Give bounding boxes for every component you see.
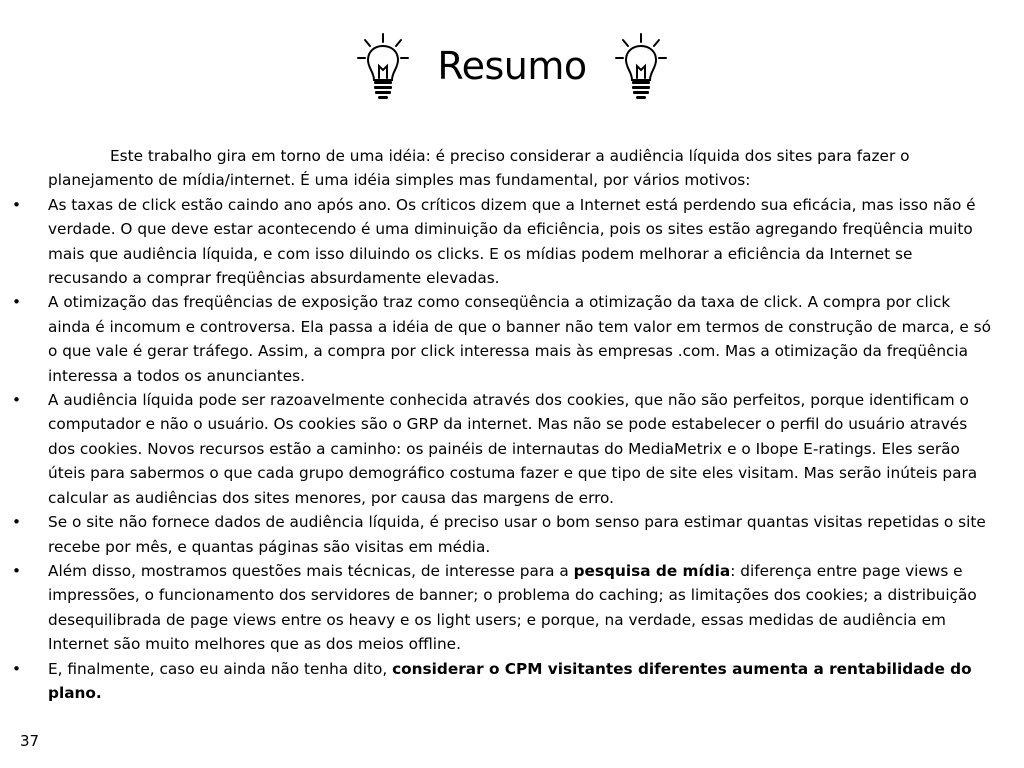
title-row (0, 30, 1024, 102)
list-item (12, 388, 994, 510)
slide-title: Resumo (437, 44, 587, 88)
list-item-text: A otimização das freqüências de exposição traz como conseqüência a otimização da taxa de click. A compra por click ainda é incomum e controversa. Ela passa a idéia de que o banner não tem valor em termos de construção de marca, e só o que vale é gerar tráfego. Assim, a compra por click interessa mais às empresas .com. Mas a otimização da freqüência interessa a todos os anunciantes. (48, 293, 991, 385)
list-item-text: Se o site não fornece dados de audiência líquida, é preciso usar o bom senso para estimar quantas visitas repetidas o site recebe por mês, e quantas páginas são visitas em média. (48, 513, 986, 556)
bold-term: pesquisa de mídia (573, 561, 731, 580)
bullet-marker: • (12, 195, 22, 214)
list-item-text: A audiência líquida pode ser razoavelmente conhecida através dos cookies, que não são perfeitos, porque identificam o computador e não o usuário. Os cookies são o GRP da internet. Mas não se pode estabelecer o perfil do usuário através dos cookies. Novos recursos estão a caminho: os painéis de internautas do MediaMetrix e o Ibope E-ratings. Eles serão úteis para sabermos o que cada grupo demográfico costuma fazer e que tipo de site eles visitam. Mas serão inúteis para calcular as audiências dos sites menores, por causa das margens de erro. (48, 391, 978, 507)
bullet-marker: • (12, 659, 22, 678)
bullet-marker: • (12, 293, 22, 312)
list-item (12, 290, 994, 388)
lightbulb-icon (613, 30, 669, 102)
list-item (12, 193, 994, 291)
list-item-text-after: : diferença entre page views e impressões, o funcionamento dos servidores de banner; o problema do caching; as limitações dos cookies; a distribuição desequilibrada de page views entre os heavy e os light users; e porque, na verdade, essas medidas de audiência em Internet são muito melhores que as dos meios offline. (48, 561, 977, 654)
bold-conclusion: considerar o CPM visitantes diferentes aumenta a rentabilidade do plano. (48, 659, 972, 702)
bullet-marker: • (12, 513, 22, 532)
list-item-text-before: Além disso, mostramos questões mais técnicas, de interesse para a (48, 561, 574, 580)
list-item-text-before: E, finalmente, caso eu ainda não tenha dito, (48, 659, 393, 678)
list-item-text: As taxas de click estão caindo ano após ano. Os críticos dizem que a Internet está perdendo sua eficácia, mas isso não é verdade. O que deve estar acontecendo é uma diminuição da eficiência, pois os sites estão agregando freqüência muito mais que audiência líquida, e com isso diluindo os clicks. E os mídias podem melhorar a eficiência da Internet se recusando a comprar freqüências absurdamente elevadas. (48, 195, 976, 288)
bullet-marker: • (12, 391, 22, 410)
intro-paragraph: Este trabalho gira em torno de uma idéia: é preciso considerar a audiência líquida dos sites para fazer o planejamento de mídia/internet. É uma idéia simples mas fundamental, por vários motivos: (48, 147, 910, 190)
page-number: 37 (20, 732, 40, 750)
lightbulb-icon (355, 30, 411, 102)
list-item (12, 559, 994, 657)
bullet-list (12, 193, 994, 706)
slide-body (12, 144, 994, 705)
bullet-marker: • (12, 561, 22, 580)
list-item (12, 657, 994, 706)
list-item (12, 510, 994, 559)
